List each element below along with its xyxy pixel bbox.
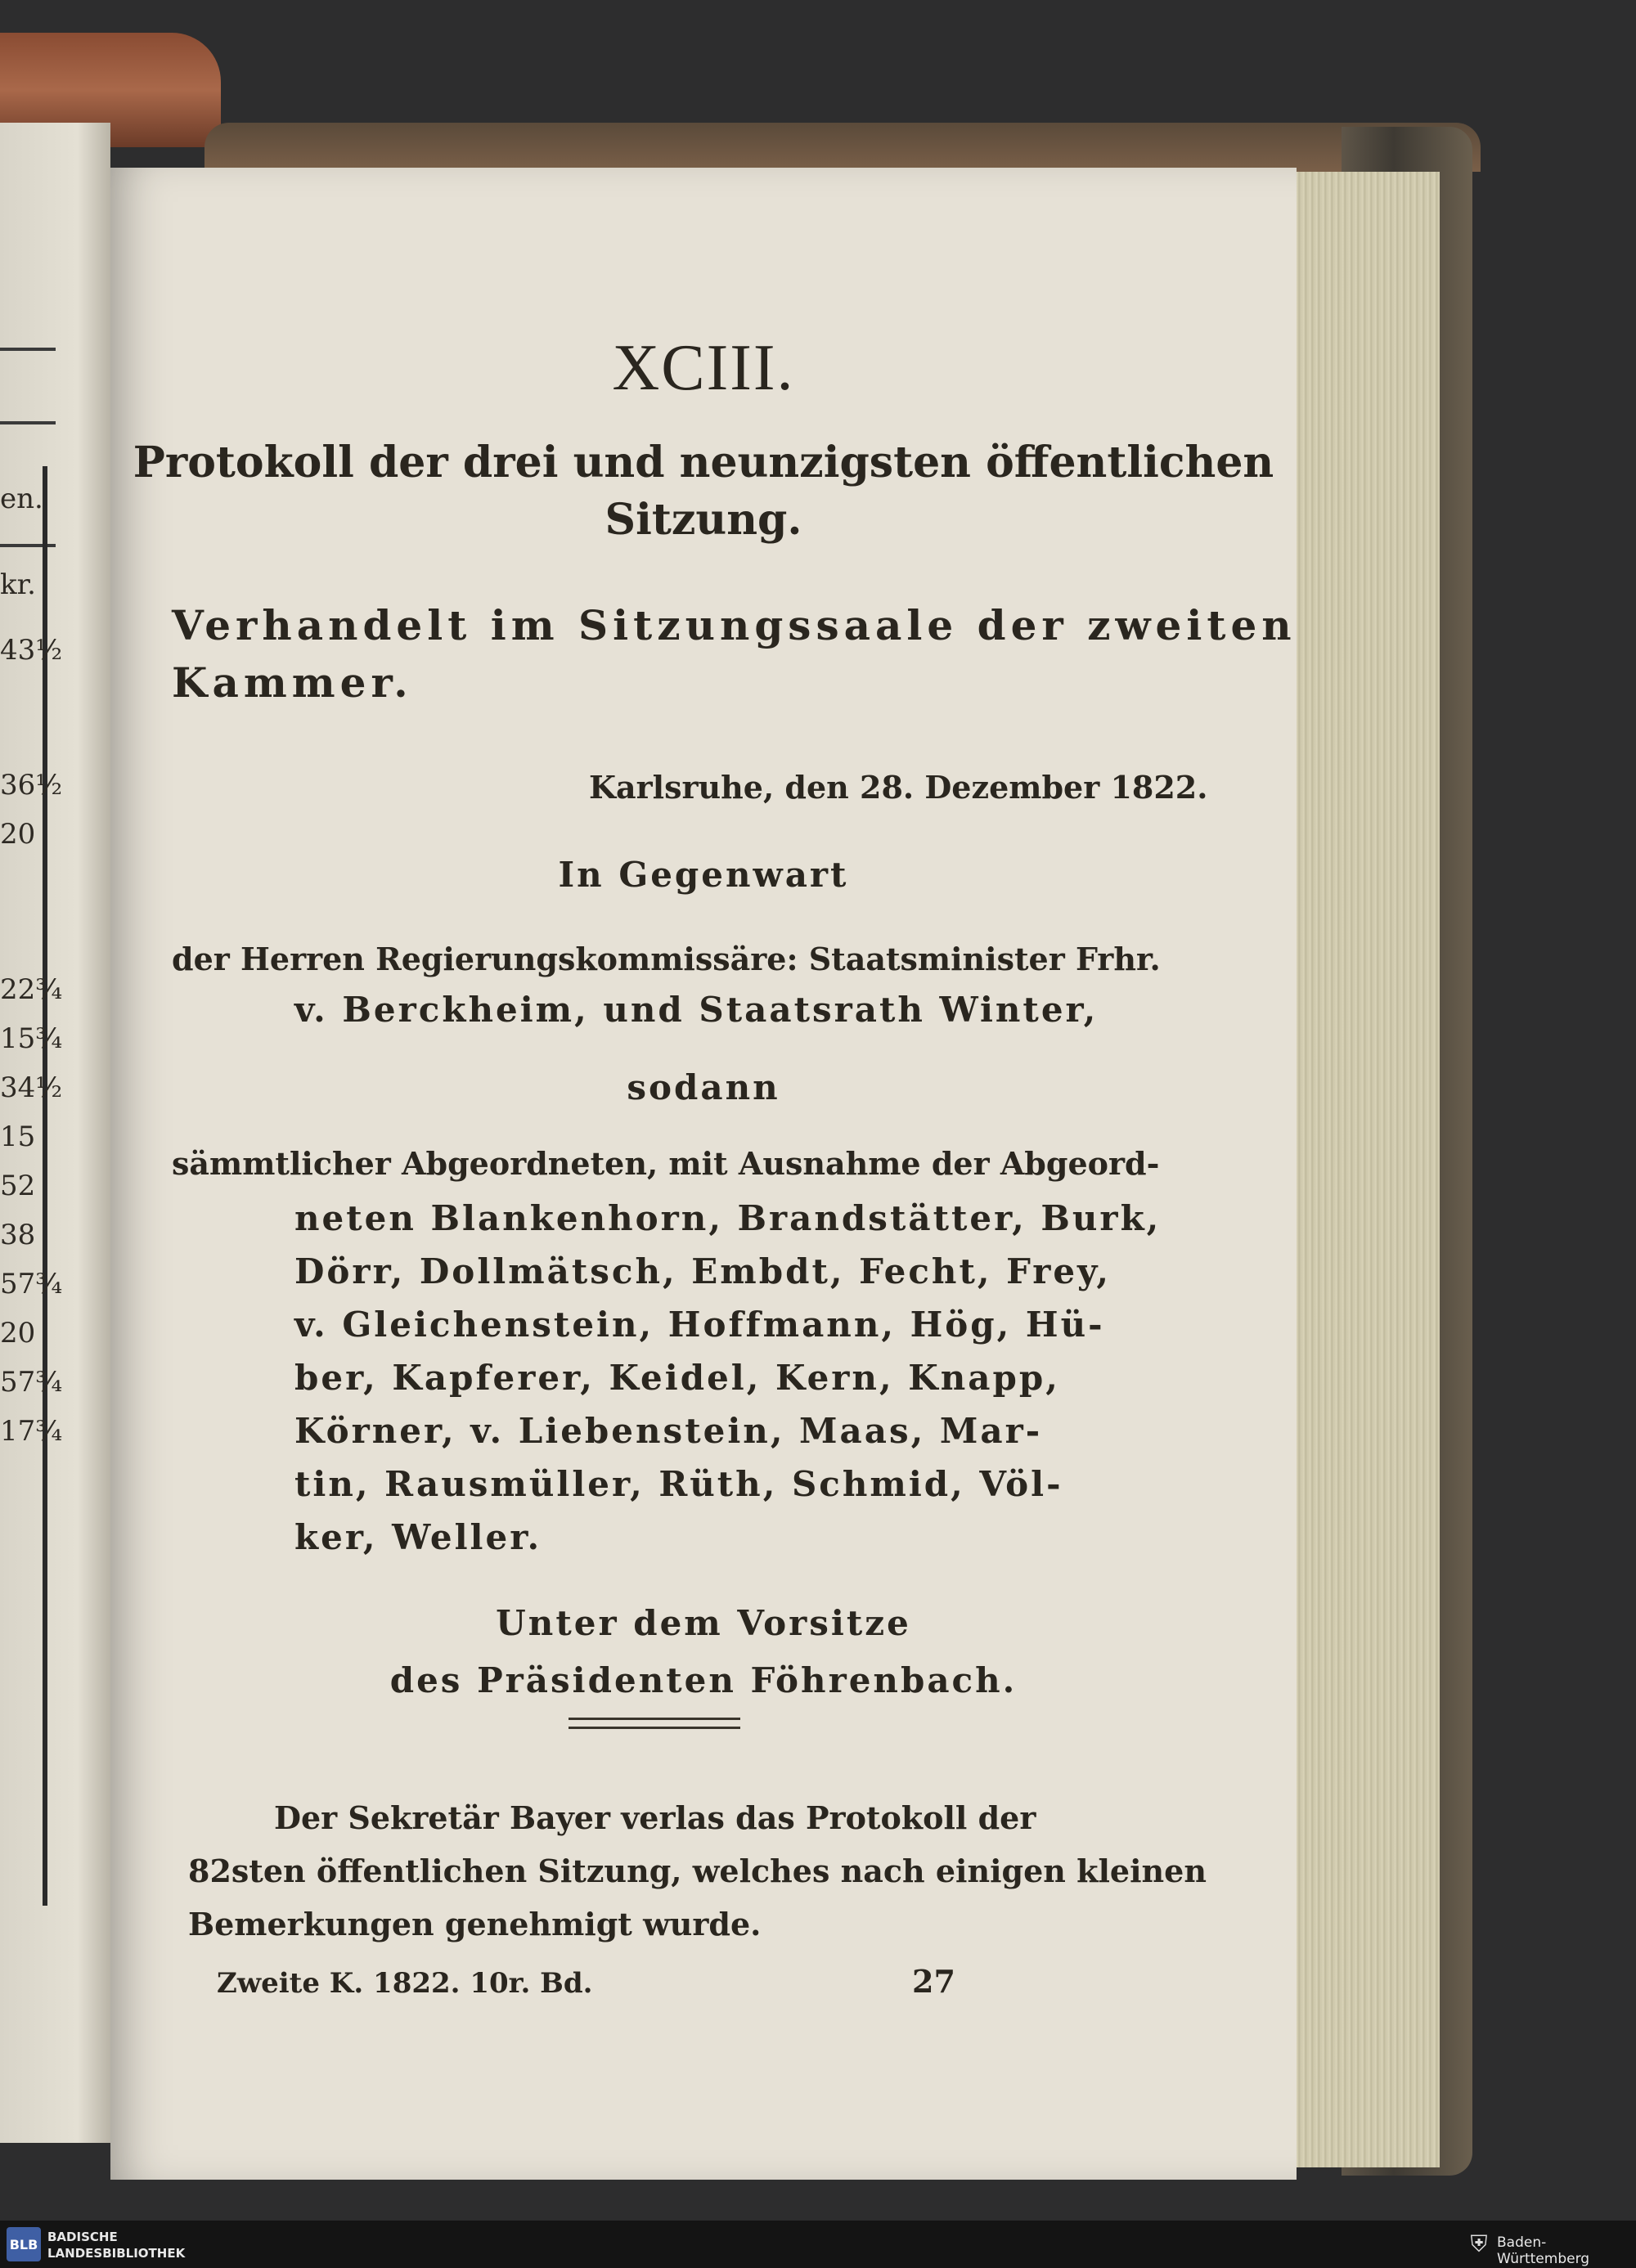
left-fragment: 52 <box>0 1170 36 1202</box>
members-line: ker, Weller. <box>294 1517 542 1557</box>
blb-logo[interactable]: BLB <box>7 2227 41 2261</box>
state-crest-icon[interactable]: ⛨ <box>1470 2230 1488 2257</box>
subtitle-line-1: Verhandelt im Sitzungssaale der zweiten <box>172 601 1297 649</box>
members-line: v. Gleichenstein, Hoffmann, Hög, Hü- <box>294 1305 1105 1345</box>
then-heading: sodann <box>627 1067 780 1107</box>
members-line: neten Blankenhorn, Brandstätter, Burk, <box>294 1198 1162 1238</box>
left-fragment: 17¾ <box>0 1415 63 1448</box>
left-fragment: 15 <box>0 1121 36 1153</box>
left-fragment: en. <box>0 483 43 515</box>
chair-line-2: des Präsidenten Föhrenbach. <box>389 1660 1018 1700</box>
footer-signature: Zweite K. 1822. 10r. Bd. <box>217 1967 593 2000</box>
left-fragment: kr. <box>0 568 36 601</box>
commissioners-line-1: der Herren Regierungskommissäre: Staatsminister Frhr. <box>172 941 1161 977</box>
state-name: Baden-Württemberg <box>1497 2234 1590 2267</box>
members-line: ber, Kapferer, Keidel, Kern, Knapp, <box>294 1358 1060 1398</box>
left-fragment: 38 <box>0 1219 36 1251</box>
book-cover-top <box>204 123 1481 172</box>
section-divider <box>569 1718 740 1729</box>
commissioners-line-2: v. Berckheim, und Staatsrath Winter, <box>294 990 1099 1030</box>
book-page <box>110 168 1297 2180</box>
title-line-2: Sitzung. <box>605 495 802 545</box>
date-line: Karlsruhe, den 28. Dezember 1822. <box>589 769 1208 806</box>
members-line: tin, Rausmüller, Rüth, Schmid, Völ- <box>294 1464 1063 1504</box>
paragraph-line: Der Sekretär Bayer verlas das Protokoll der <box>274 1799 1036 1836</box>
library-name <box>47 2229 185 2261</box>
library-name-line-1: BADISCHE <box>47 2230 118 2244</box>
viewer-footer <box>0 2221 1636 2268</box>
members-line: sämmtlicher Abgeordneten, mit Ausnahme der Abgeord- <box>172 1145 1160 1182</box>
paragraph-line: 82sten öffentlichen Sitzung, welches nach einigen kleinen <box>188 1853 1207 1889</box>
left-fragment: 22¾ <box>0 973 63 1006</box>
left-fragment: 57¾ <box>0 1268 63 1300</box>
section-number: XCIII. <box>612 332 795 404</box>
left-column-rule <box>43 466 47 1906</box>
paragraph-line: Bemerkungen genehmigt wurde. <box>188 1906 762 1942</box>
left-fragment: 43½ <box>0 634 63 667</box>
left-fragment: 15¾ <box>0 1022 63 1055</box>
left-fragment: 36½ <box>0 769 63 802</box>
title-line-1: Protokoll der drei und neunzigsten öffentlichen <box>133 438 1274 487</box>
left-rule <box>0 421 56 424</box>
members-line: Körner, v. Liebenstein, Maas, Mar- <box>294 1411 1043 1451</box>
left-fragment: 34½ <box>0 1071 63 1104</box>
left-rule <box>0 348 56 351</box>
facing-page-edge <box>0 123 110 2143</box>
subtitle-line-2: Kammer. <box>172 658 413 707</box>
presence-heading: In Gegenwart <box>558 855 849 895</box>
page-edges <box>1288 172 1440 2167</box>
library-name-line-2: LANDESBIBLIOTHEK <box>47 2246 186 2261</box>
members-line: Dörr, Dollmätsch, Embdt, Fecht, Frey, <box>294 1251 1112 1291</box>
left-fragment: 20 <box>0 1317 36 1350</box>
left-fragment: 57¾ <box>0 1366 63 1399</box>
left-fragment: 20 <box>0 818 36 851</box>
footer-sheet-number: 27 <box>912 1963 955 2000</box>
chair-line-1: Unter dem Vorsitze <box>496 1603 911 1643</box>
